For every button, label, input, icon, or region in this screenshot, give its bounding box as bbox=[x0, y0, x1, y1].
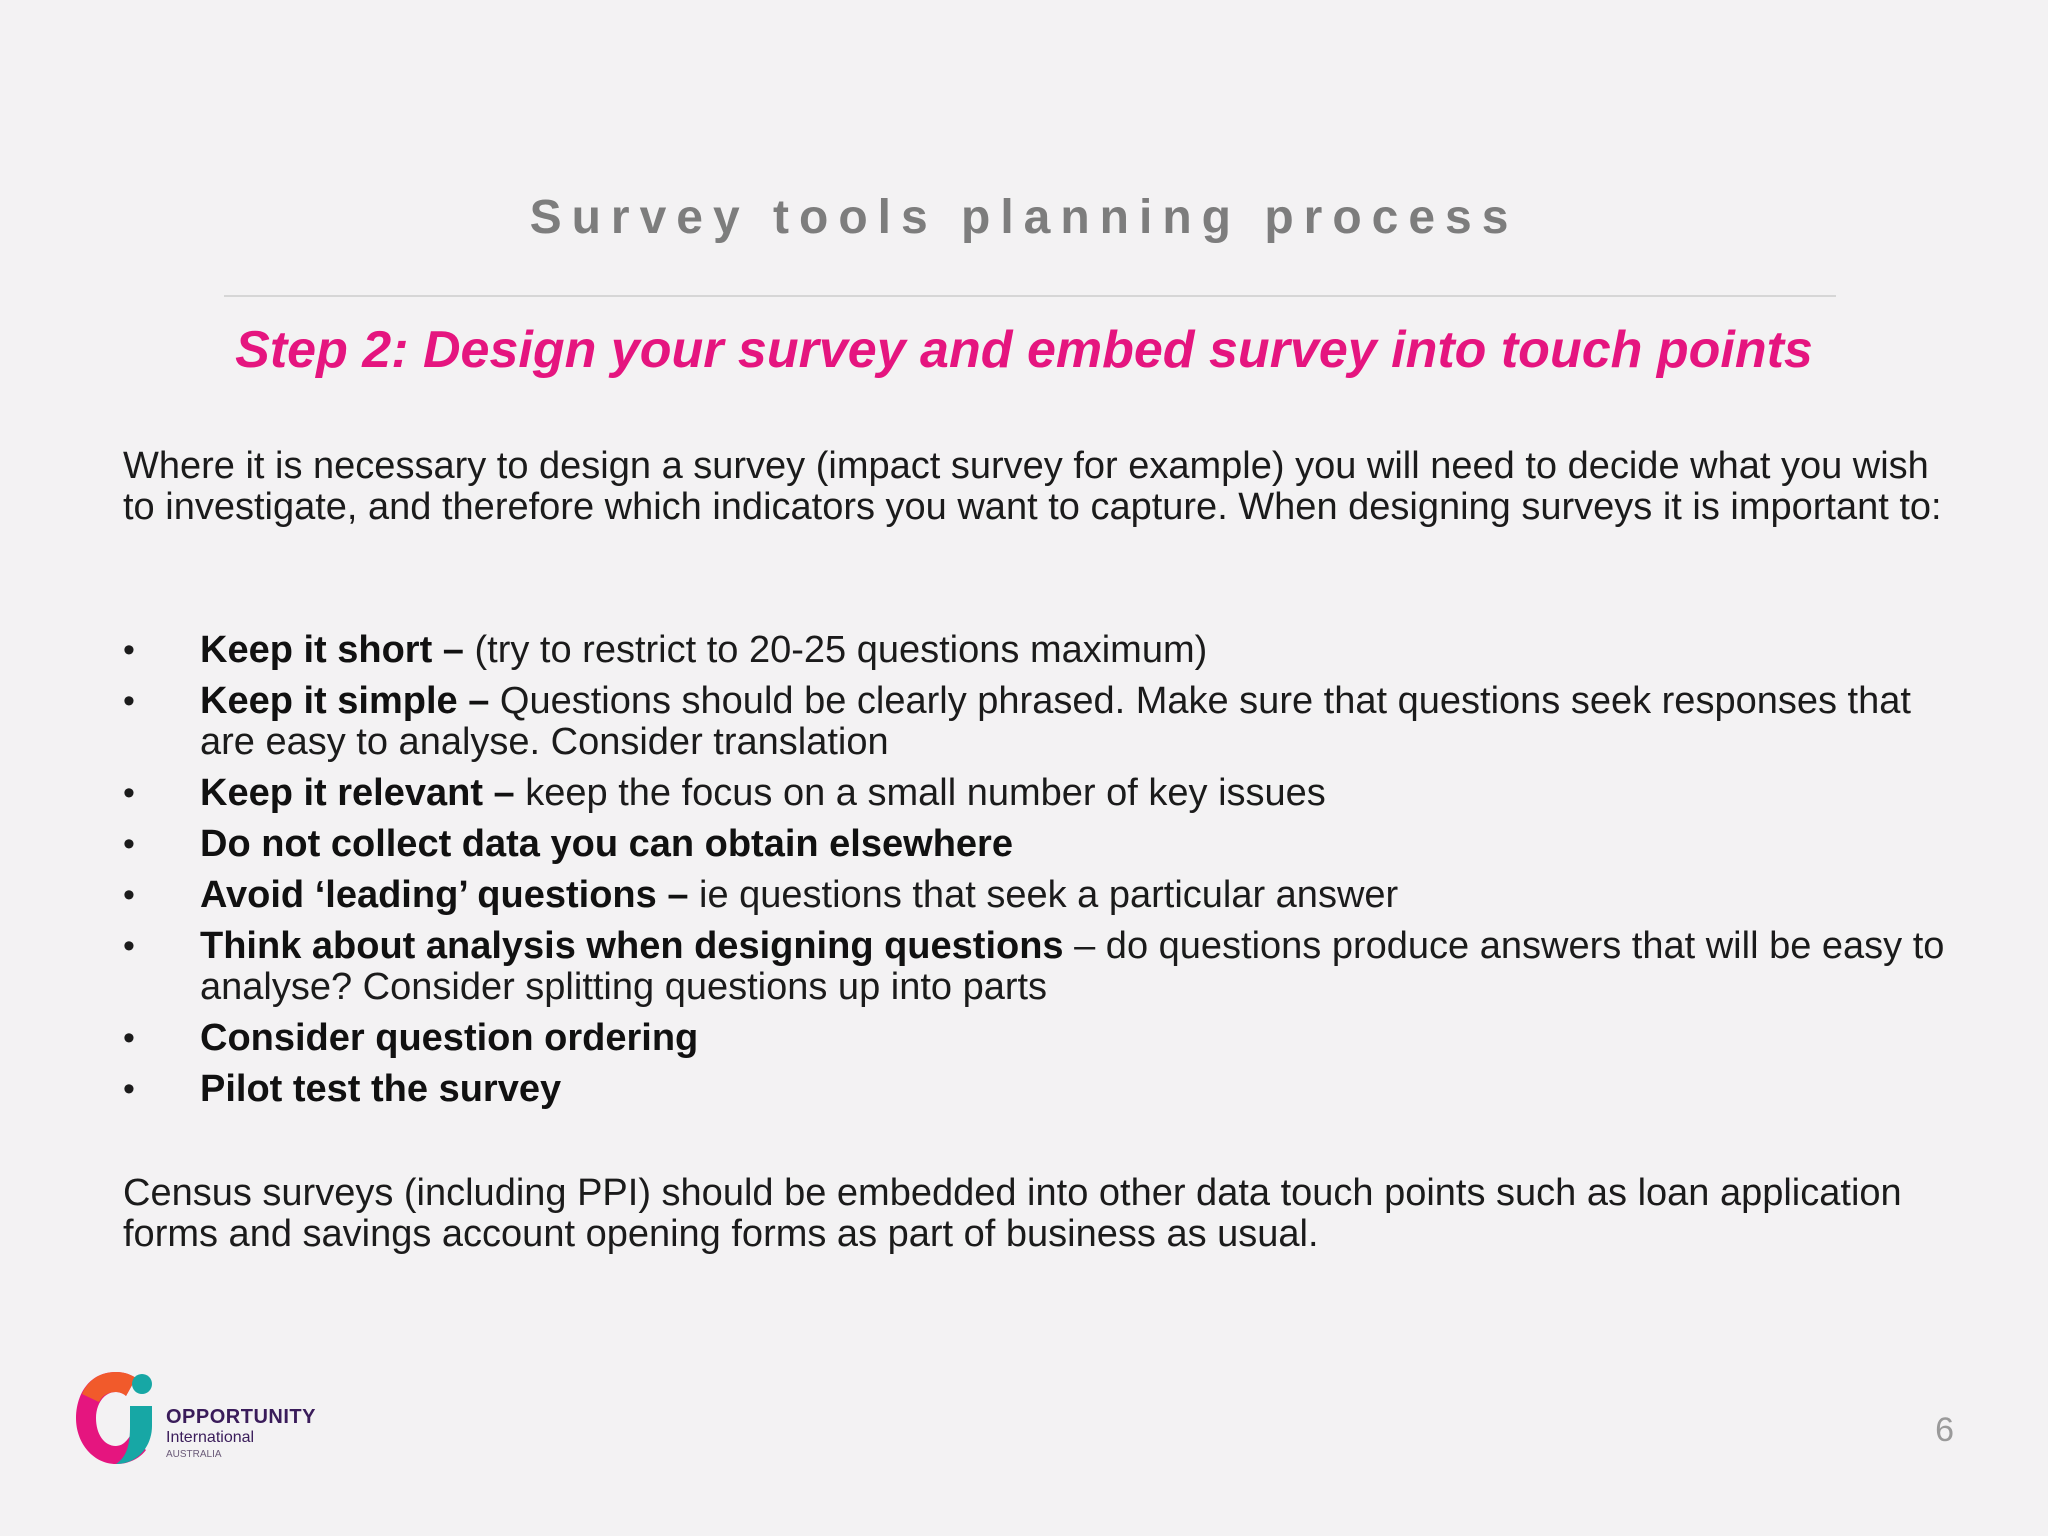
list-item-text: (try to restrict to 20-25 questions maximum) bbox=[474, 629, 1208, 671]
list-item-heading: Avoid ‘leading’ questions – bbox=[200, 874, 700, 916]
logo-line-opportunity: OPPORTUNITY bbox=[166, 1406, 316, 1428]
list-item bbox=[123, 1018, 1953, 1059]
bullet-icon: • bbox=[123, 774, 135, 812]
list-item bbox=[123, 1069, 1953, 1110]
list-item bbox=[123, 926, 1953, 1008]
list-item bbox=[123, 875, 1953, 916]
list-item-heading: Consider question ordering bbox=[200, 1017, 699, 1059]
list-item bbox=[123, 630, 1953, 671]
list-item-text: ie questions that seek a particular answer bbox=[699, 874, 1399, 916]
list-item-heading: Keep it relevant – bbox=[200, 772, 526, 814]
logo-line-international: International bbox=[166, 1429, 255, 1446]
slide-header-title: Survey tools planning process bbox=[529, 191, 1519, 244]
list-item-text: keep the focus on a small number of key issues bbox=[525, 772, 1326, 814]
list-item-text: – do questions produce answers that will be easy to analyse? Consider splitting questions up into parts bbox=[200, 925, 1945, 1008]
opportunity-international-logo bbox=[72, 1362, 332, 1472]
list-item-heading: Keep it short – bbox=[200, 629, 475, 671]
guideline-list bbox=[123, 630, 1953, 1120]
bullet-icon: • bbox=[123, 876, 135, 914]
bullet-icon: • bbox=[123, 631, 135, 669]
list-item-heading: Think about analysis when designing questions bbox=[200, 925, 1064, 967]
list-item bbox=[123, 681, 1953, 763]
list-item-heading: Pilot test the survey bbox=[200, 1068, 562, 1110]
opportunity-logo-mark-icon bbox=[72, 1366, 158, 1466]
bullet-icon: • bbox=[123, 682, 135, 720]
list-item bbox=[123, 773, 1953, 814]
logo-line-australia: AUSTRALIA bbox=[166, 1449, 222, 1460]
bullet-icon: • bbox=[123, 1070, 135, 1108]
bullet-icon: • bbox=[123, 1019, 135, 1057]
bullet-icon: • bbox=[123, 825, 135, 863]
list-item-text: Questions should be clearly phrased. Make sure that questions seek responses that are easy to analyse. Consider translation bbox=[200, 680, 1911, 763]
bullet-icon: • bbox=[123, 927, 135, 965]
step-title: Step 2: Design your survey and embed survey into touch points bbox=[235, 321, 1813, 379]
list-item-heading: Keep it simple – bbox=[200, 680, 500, 722]
list-item-heading: Do not collect data you can obtain elsewhere bbox=[200, 823, 1013, 865]
closing-paragraph: Census surveys (including PPI) should be embedded into other data touch points such as loan application forms and savings account opening forms as part of business as usual. bbox=[123, 1172, 1902, 1255]
header-divider bbox=[224, 295, 1836, 297]
list-item bbox=[123, 824, 1953, 865]
page-number: 6 bbox=[1935, 1411, 1954, 1449]
logo-wordmark bbox=[166, 1406, 316, 1462]
intro-paragraph: Where it is necessary to design a survey (impact survey for example) you will need to decide what you wish to investigate, and therefore which indicators you want to capture. When designing surveys it is important to: bbox=[123, 445, 1942, 528]
